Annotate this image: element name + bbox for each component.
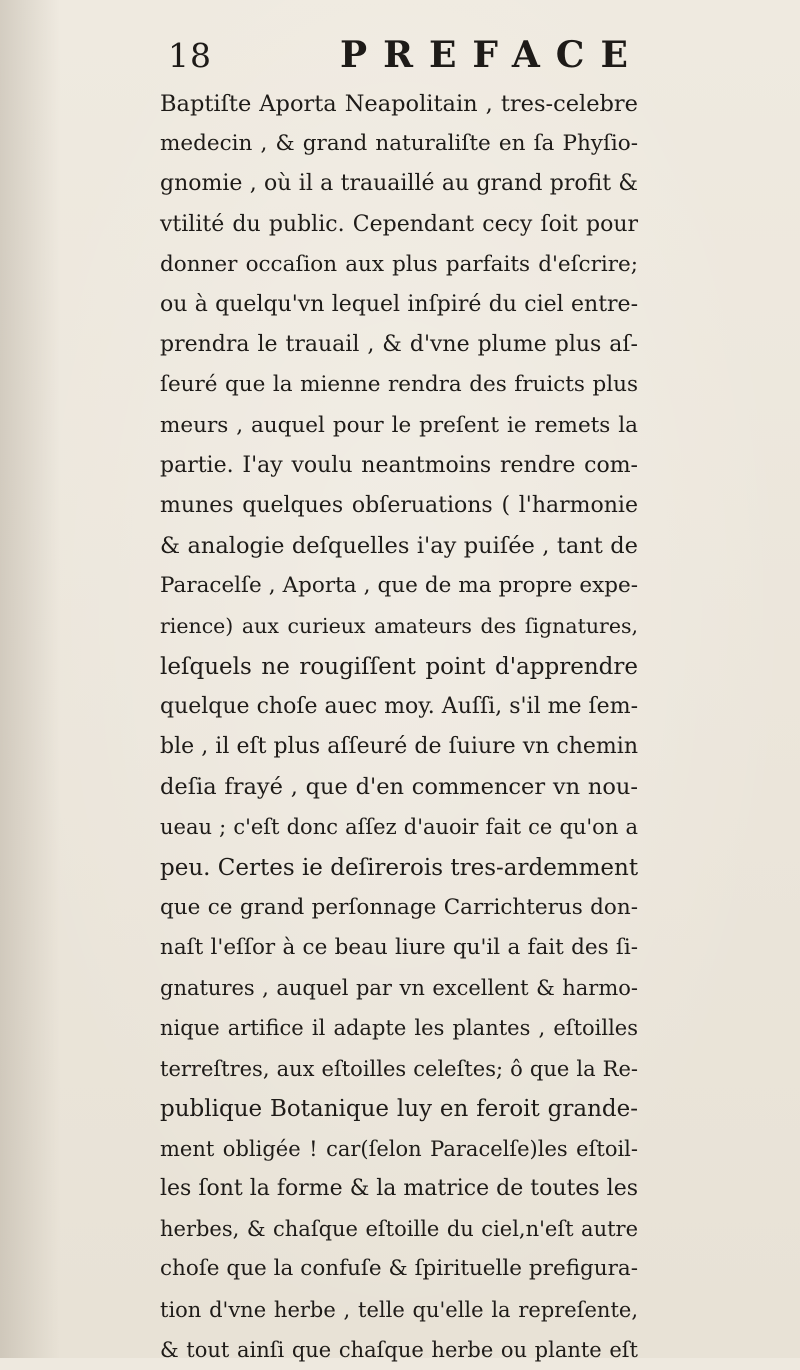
text-line: naſt l'eſſor à ce beau liure qu'il a fait des ſi- — [160, 934, 638, 960]
text-line: medecin , & grand naturaliſte en ſa Phyſio- — [160, 131, 638, 157]
text-line: & tout ainſi que chaſque herbe ou plante eſt — [160, 1337, 638, 1362]
text-line: terreſtres, aux eſtoilles celeſtes; ô que la Re- — [160, 1056, 638, 1081]
text-line: prendra le trauail , & d'vne plume plus aſ- — [160, 332, 638, 358]
page-header — [168, 34, 644, 84]
text-line: Paracelſe , Aporta , que de ma propre expe- — [160, 573, 638, 599]
text-line: que ce grand perſonnage Carrichterus don- — [160, 894, 638, 920]
text-line: les ſont la forme & la matrice de toutes les — [160, 1176, 638, 1202]
text-line: herbes, & chaſque eſtoille du ciel,n'eſt autre — [160, 1217, 638, 1242]
text-line: quelque choſe auec moy. Auſſi, s'il me ſem- — [160, 693, 638, 719]
text-line: meurs , auquel pour le preſent ie remets la — [160, 412, 638, 438]
text-line: ou à quelqu'vn lequel inſpiré du ciel entre- — [160, 291, 638, 317]
text-line: ſeuré que la mienne rendra des fruicts plus — [160, 372, 638, 398]
spine-shadow — [0, 0, 60, 1358]
text-line: munes quelques obſeruations ( l'harmonie — [160, 492, 638, 518]
text-line: ment obligée ! car(ſelon Paracelſe)les eſtoil- — [160, 1136, 638, 1161]
running-title: PREFACE — [340, 34, 644, 76]
body-text — [160, 84, 638, 1370]
text-line: publique Botanique luy en feroit grande- — [160, 1095, 638, 1122]
text-line: ble , il eſt plus aſſeuré de ſuiure vn chemin — [160, 734, 638, 759]
text-line: tion d'vne herbe , telle qu'elle la repreſente, — [160, 1297, 638, 1322]
page-number: 18 — [168, 36, 212, 75]
text-line: peu. Certes ie deſirerois tres-ardemment — [160, 854, 639, 881]
text-line: gnomie , où il a trauaillé au grand profit & — [160, 171, 638, 197]
text-line: vtilité du public. Cependant cecy ſoit pour — [160, 211, 638, 237]
text-line: partie. I'ay voulu neantmoins rendre com- — [160, 452, 638, 478]
text-line: nique artifice il adapte les plantes , eſtoilles — [160, 1016, 638, 1041]
text-line: deſia frayé , que d'en commencer vn nou- — [160, 774, 638, 801]
text-line: Baptiſte Aporta Neapolitain , tres-celebre — [160, 91, 638, 117]
text-line: rience) aux curieux amateurs des ſignatures, — [160, 614, 638, 639]
text-line: donner occaſion aux plus parfaits d'eſcrire; — [160, 251, 638, 277]
text-line: choſe que la confuſe & ſpirituelle prefigura- — [160, 1256, 638, 1282]
text-line: ueau ; c'eſt donc aſſez d'auoir fait ce qu'on a — [160, 815, 638, 840]
text-line: gnatures , auquel par vn excellent & harmo- — [160, 976, 638, 1001]
text-line: leſquels ne rougiſſent point d'apprendre — [160, 653, 638, 680]
text-line: & analogie deſquelles i'ay puiſée , tant de — [160, 533, 638, 560]
